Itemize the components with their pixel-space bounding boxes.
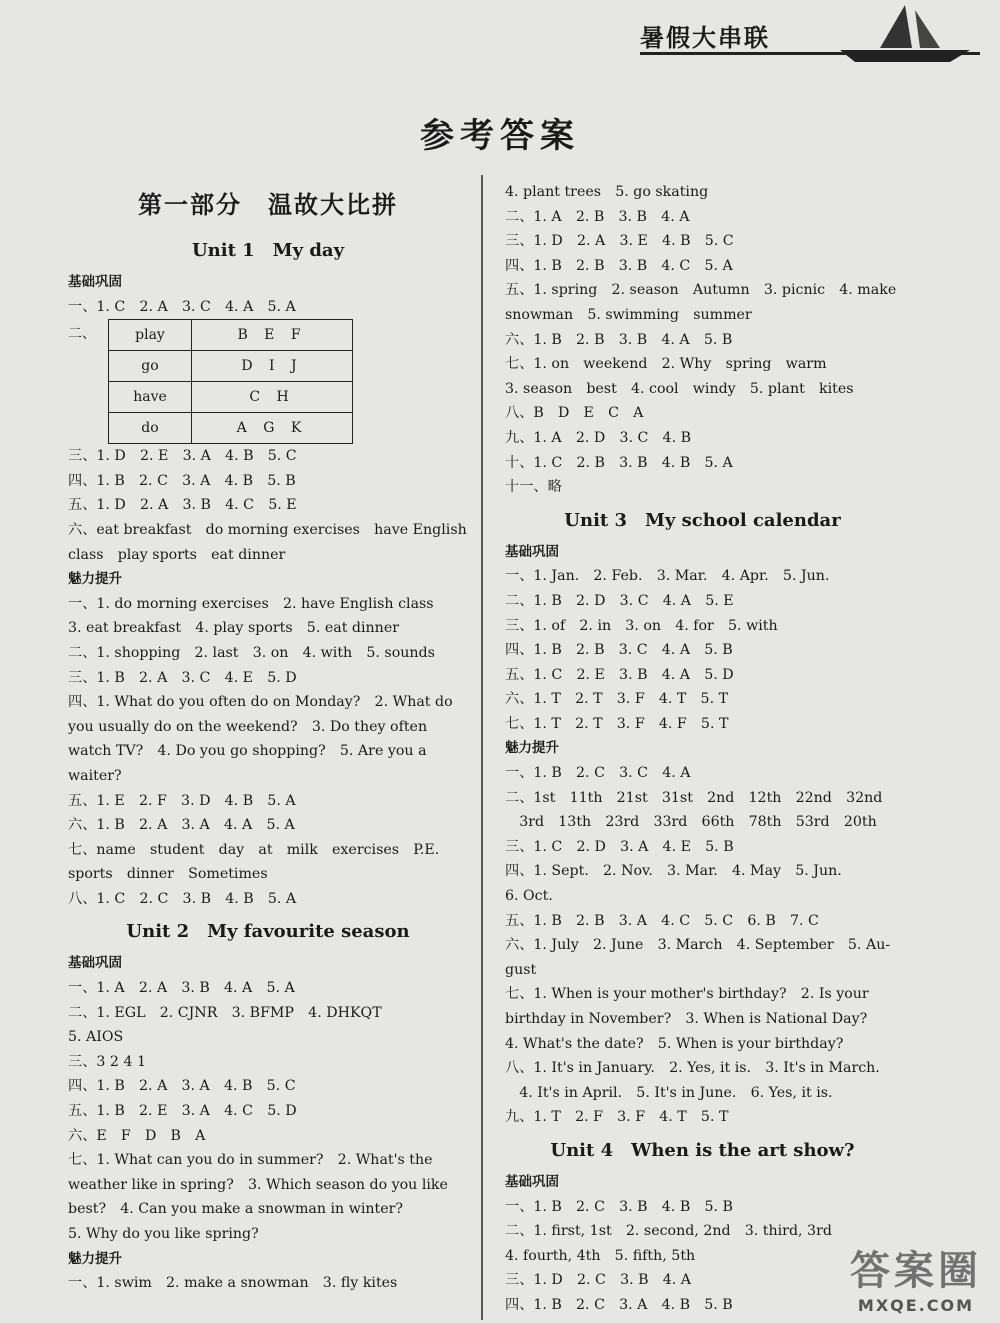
left-column	[68, 180, 468, 1296]
unit4-q4: 四、1. B 2. C 3. A 4. B 5. B	[505, 1296, 733, 1313]
part-title: 第一部分 温故大比拼	[138, 191, 398, 219]
unit3-q3: 三、1. of 2. in 3. on 4. for 5. with	[505, 617, 778, 634]
unit1-a3: 三、1. B 2. A 3. C 4. E 5. D	[68, 669, 297, 686]
unit4-q1: 一、1. B 2. C 3. B 4. B 5. B	[505, 1198, 733, 1215]
unit3-a2: 二、1st 11th 21st 31st 2nd 12th 22nd 32nd	[505, 789, 883, 806]
unit2-a6: 六、1. B 2. B 3. B 4. A 5. B	[505, 331, 733, 348]
unit1-a4: 四、1. What do you often do on Monday? 2. What do	[68, 694, 453, 711]
table-cell-verb: go	[109, 351, 192, 382]
unit1-a1-cont: 3. eat breakfast 4. play sports 5. eat dinner	[68, 620, 399, 637]
unit3-a3: 三、1. C 2. D 3. A 4. E 5. B	[505, 838, 734, 855]
table-cell-answer: C H	[192, 382, 353, 413]
unit3-section-basic: 基础巩固	[505, 543, 559, 560]
unit1-title: Unit 1 My day	[191, 240, 345, 261]
unit2-a4: 四、1. B 2. B 3. B 4. C 5. A	[505, 257, 733, 274]
unit2-title: Unit 2 My favourite season	[126, 921, 410, 943]
unit2-section-adv: 魅力提升	[68, 1250, 122, 1267]
unit4-title: Unit 4 When is the art show?	[550, 1139, 855, 1161]
unit2-q7: 七、1. What can you do in summer? 2. What's the	[68, 1152, 433, 1169]
unit3-a5: 五、1. B 2. B 3. A 4. C 5. C 6. B 7. C	[505, 912, 819, 929]
unit3-q7: 七、1. T 2. T 3. F 4. F 5. T	[505, 715, 729, 732]
table-row	[109, 351, 353, 382]
unit1-section-basic: 基础巩固	[68, 274, 122, 290]
unit2-q2: 二、1. EGL 2. CJNR 3. BFMP 4. DHKQT	[68, 1004, 382, 1021]
unit3-a4: 四、1. Sept. 2. Nov. 3. Mar. 4. May 5. Jun.	[505, 863, 842, 880]
unit3-q5: 五、1. C 2. E 3. B 4. A 5. D	[505, 666, 734, 683]
unit2-a5-cont: snowman 5. swimming summer	[505, 306, 752, 323]
table-row	[109, 382, 353, 413]
unit2-a1: 一、1. swim 2. make a snowman 3. fly kites	[68, 1275, 398, 1292]
main-title: 参考答案	[420, 116, 580, 156]
unit2-a9: 九、1. A 2. D 3. C 4. B	[505, 429, 692, 446]
header-title: 暑假大串联	[640, 24, 770, 52]
unit1-q3: 三、1. D 2. E 3. A 4. B 5. C	[68, 448, 297, 465]
unit3-a8: 八、1. It's in January. 2. Yes, it is. 3. It's in March.	[505, 1060, 880, 1077]
unit1-a1: 一、1. do morning exercises 2. have English class	[68, 595, 434, 612]
unit4-q2: 二、1. first, 1st 2. second, 2nd 3. third, 3rd	[505, 1223, 832, 1240]
unit2-section-basic: 基础巩固	[68, 955, 122, 972]
unit4-q3: 三、1. D 2. C 3. B 4. A	[505, 1272, 692, 1289]
unit3-a4-cont: 6. Oct.	[505, 888, 553, 905]
unit3-title: Unit 3 My school calendar	[564, 509, 841, 531]
unit2-a2: 二、1. A 2. B 3. B 4. A	[505, 208, 690, 225]
unit1-q4: 四、1. B 2. C 3. A 4. B 5. B	[68, 472, 296, 489]
unit1-q2	[68, 319, 468, 444]
column-divider	[481, 175, 483, 1320]
unit1-q2-label: 二、	[68, 326, 96, 343]
table-cell-answer: B E F	[192, 320, 353, 351]
unit3-a6-cont: gust	[505, 961, 537, 978]
unit1-q1: 一、1. C 2. A 3. C 4. A 5. A	[68, 298, 296, 315]
unit3-q6: 六、1. T 2. T 3. F 4. T 5. T	[505, 691, 729, 708]
table-row	[109, 413, 353, 444]
unit3-a7-cont1: birthday in November? 3. When is National Day?	[505, 1011, 868, 1027]
unit2-q4: 四、1. B 2. A 3. A 4. B 5. C	[68, 1078, 296, 1095]
table-cell-verb: have	[109, 382, 192, 413]
unit2-q7-cont2: best? 4. Can you make a snowman in winter?	[68, 1201, 403, 1218]
unit2-q6: 六、E F D B A	[68, 1127, 206, 1144]
unit3-a9: 九、1. T 2. F 3. F 4. T 5. T	[505, 1109, 729, 1126]
unit3-q1: 一、1. Jan. 2. Feb. 3. Mar. 4. Apr. 5. Jun.	[505, 568, 830, 585]
unit1-section-adv: 魅力提升	[68, 571, 122, 588]
unit2-q3: 三、3 2 4 1	[68, 1053, 147, 1070]
unit3-a8-cont: 4. It's in April. 5. It's in June. 6. Yes, it is.	[505, 1084, 833, 1101]
unit1-a5: 五、1. E 2. F 3. D 4. B 5. A	[68, 792, 296, 809]
unit2-q7-cont1: weather like in spring? 3. Which season do you like	[68, 1176, 448, 1193]
unit2-a1-cont: 4. plant trees 5. go skating	[505, 184, 709, 200]
unit2-q7-cont3: 5. Why do you like spring?	[68, 1226, 259, 1242]
unit1-a4-cont2: watch TV? 4. Do you go shopping? 5. Are you a	[68, 743, 427, 760]
unit1-a7-cont: sports dinner Sometimes	[68, 866, 268, 883]
table-row	[109, 320, 353, 351]
unit3-a2-cont: 3rd 13th 23rd 33rd 66th 78th 53rd 20th	[505, 814, 877, 831]
unit3-q2: 二、1. B 2. D 3. C 4. A 5. E	[505, 592, 734, 609]
table-cell-verb: do	[109, 413, 192, 444]
unit3-q4: 四、1. B 2. B 3. C 4. A 5. B	[505, 642, 733, 659]
unit3-a7-cont2: 4. What's the date? 5. When is your birthday?	[505, 1035, 844, 1052]
unit1-a6: 六、1. B 2. A 3. A 4. A 5. A	[68, 817, 295, 834]
watermark-logo: 答案圈	[850, 1248, 982, 1294]
unit3-a1: 一、1. B 2. C 3. C 4. A	[505, 765, 691, 782]
watermark-site: MXQE.COM	[857, 1296, 975, 1315]
unit2-a10: 十、1. C 2. B 3. B 4. B 5. A	[505, 454, 733, 471]
unit2-a11: 十一、略	[505, 479, 562, 496]
verb-phrase-table	[108, 319, 353, 444]
unit4-section-basic: 基础巩固	[505, 1173, 559, 1190]
unit2-q1: 一、1. A 2. A 3. B 4. A 5. A	[68, 980, 295, 997]
watermark	[850, 1239, 982, 1315]
unit1-a7: 七、name student day at milk exercises P.E.	[68, 841, 440, 858]
unit2-a8: 八、B D E C A	[505, 405, 644, 422]
unit2-a3: 三、1. D 2. A 3. E 4. B 5. C	[505, 233, 734, 250]
unit1-q6-cont: class play sports eat dinner	[68, 546, 286, 563]
sailboat-icon	[820, 0, 980, 70]
unit1-q5: 五、1. D 2. A 3. B 4. C 5. E	[68, 497, 297, 514]
unit2-a5: 五、1. spring 2. season Autumn 3. picnic 4. make	[505, 282, 897, 299]
unit2-q5: 五、1. B 2. E 3. A 4. C 5. D	[68, 1103, 297, 1120]
table-cell-answer: D I J	[192, 351, 353, 382]
unit3-a7: 七、1. When is your mother's birthday? 2. Is your	[505, 986, 869, 1003]
unit2-a7-cont: 3. season best 4. cool windy 5. plant kites	[505, 380, 854, 397]
unit1-a8: 八、1. C 2. C 3. B 4. B 5. A	[68, 890, 297, 907]
right-column	[505, 180, 900, 1318]
unit1-a4-cont3: waiter?	[68, 767, 122, 784]
unit3-section-adv: 魅力提升	[505, 740, 559, 757]
unit4-q2-cont: 4. fourth, 4th 5. fifth, 5th	[505, 1247, 696, 1264]
unit3-a6: 六、1. July 2. June 3. March 4. September 5. Au-	[505, 937, 891, 954]
table-cell-answer: A G K	[192, 413, 353, 444]
unit2-q2-cont: 5. AIOS	[68, 1029, 124, 1046]
unit1-a2: 二、1. shopping 2. last 3. on 4. with 5. sounds	[68, 644, 435, 661]
unit1-a4-cont1: you usually do on the weekend? 3. Do they often	[68, 718, 428, 735]
unit1-q6: 六、eat breakfast do morning exercises have English	[68, 521, 467, 538]
unit2-a7: 七、1. on weekend 2. Why spring warm	[505, 356, 827, 373]
table-cell-verb: play	[109, 320, 192, 351]
